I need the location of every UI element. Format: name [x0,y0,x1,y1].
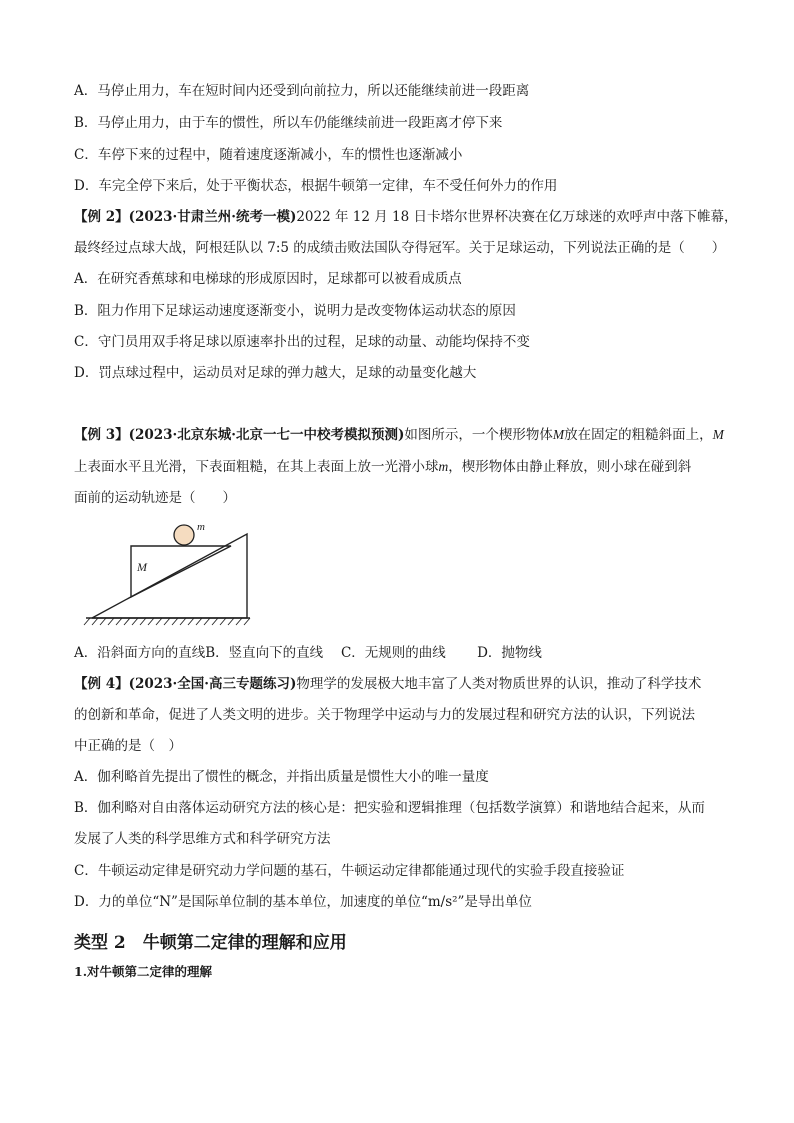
ex2-option-c: C．守门员用双手将足球以原速率扑出的过程，足球的动量、动能均保持不变 [74,334,530,350]
ex4-stem-line3: 中正确的是（ ） [74,738,182,754]
ex2-stem-line2: 最终经过点球大战，阿根廷队以 7:5 的成绩击败法国队夺得冠军。关于足球运动，下列说法正确的是（ ） [74,240,726,256]
label-m: m [197,521,205,533]
ex3-stem-line1 [74,426,724,444]
ex2-option-d: D．罚点球过程中，运动员对足球的弹力越大，足球的动量变化越大 [74,365,477,381]
label-M: M [137,560,147,574]
ex2-option-a: A．在研究香蕉球和电梯球的形成原因时，足球都可以被看成质点 [74,271,462,287]
ex3-var-M-2: M [712,427,724,442]
ground-hatch [84,618,250,625]
ex3-text-2a: 上表面水平且光滑，下表面粗糙，在其上表面上放一光滑小球 [74,459,439,475]
section-subtitle: 1.对牛顿第二定律的理解 [74,964,213,979]
ex4-option-b-line1: B．伽利略对自由落体运动研究方法的核心是：把实验和逻辑推理（包括数学演算）和谐地结合起来，从而 [74,800,705,816]
q1-option-b: B．马停止用力，由于车的惯性，所以车仍能继续前进一段距离才停下来 [74,115,503,131]
ex4-stem-line2: 的创新和革命，促进了人类文明的进步。关于物理学中运动与力的发展过程和研究方法的认识，下列说法 [74,707,695,723]
ex4-stem-line1 [74,675,701,693]
wedge-incline-figure [80,516,260,626]
ex3-text-1b: 放在固定的粗糙斜面上， [564,427,713,443]
ball-m [174,525,194,545]
ex4-option-d: D．力的单位“N”是国际单位制的基本单位，加速度的单位“m/s²”是导出单位 [74,894,532,910]
ex2-tag: 【例 2】(2023·甘肃兰州·统考一模) [74,209,297,225]
ex4-tag: 【例 4】(2023·全国·高三专题练习) [74,676,297,692]
ex3-tag: 【例 3】(2023·北京东城·北京一七一中校考模拟预测) [74,427,405,443]
ex3-var-m: m [438,459,449,474]
q1-option-c: C．车停下来的过程中，随着速度逐渐减小，车的惯性也逐渐减小 [74,147,463,163]
section-title: 类型 2 牛顿第二定律的理解和应用 [74,933,347,953]
ex4-text-1: 物理学的发展极大地丰富了人类对物质世界的认识，推动了科学技术 [296,676,702,692]
ex3-var-M: M [552,427,565,442]
q1-option-d: D．车完全停下来后，处于平衡状态，根据牛顿第一定律，车不受任何外力的作用 [74,178,558,194]
ex2-option-b: B．阻力作用下足球运动速度逐渐变小，说明力是改变物体运动状态的原因 [74,303,516,319]
ex2-text-1: 2022 年 12 月 18 日卡塔尔世界杯决赛在亿万球迷的欢呼声中落下帷幕， [296,209,738,225]
ex4-option-a: A．伽利略首先提出了惯性的概念，并指出质量是惯性大小的唯一量度 [74,769,489,785]
ex4-option-b-line2: 发展了人类的科学思维方式和科学研究方法 [74,831,331,847]
ex2-stem-line1 [74,208,738,226]
ex3-text-1a: 如图所示，一个楔形物体 [404,427,553,443]
q1-option-a: A．马停止用力，车在短时间内还受到向前拉力，所以还能继续前进一段距离 [74,83,530,99]
ex3-text-2b: ，楔形物体由静止释放，则小球在碰到斜 [448,459,692,475]
ex4-option-c: C．牛顿运动定律是研究动力学问题的基石，牛顿运动定律都能通过现代的实验手段直接验证 [74,863,625,879]
ex3-options: A．沿斜面方向的直线B．竖直向下的直线 C．无规则的曲线 D．抛物线 [74,645,542,661]
ex3-stem-line2 [74,458,691,476]
ex3-stem-line3: 面前的运动轨迹是（ ） [74,490,236,506]
